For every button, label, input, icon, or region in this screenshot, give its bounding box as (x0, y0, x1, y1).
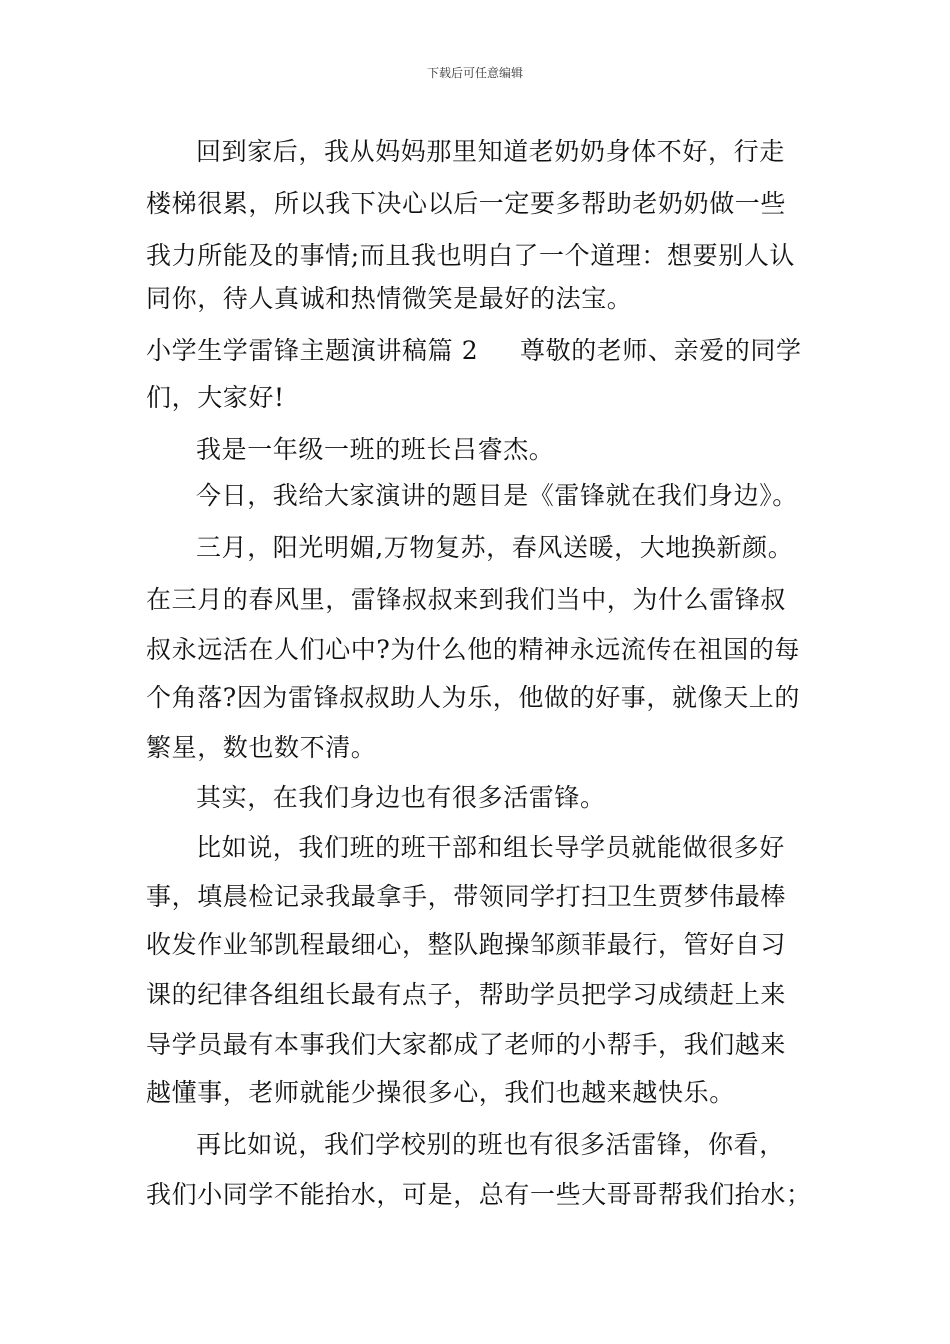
paragraph-line: 同你，待人真诚和热情微笑是最好的法宝。 (146, 284, 633, 313)
paragraph-line: 越懂事，老师就能少操很多心，我们也越来越快乐。 (146, 1078, 735, 1107)
paragraph-line: 楼梯很累，所以我下决心以后一定要多帮助老奶奶做一些 (146, 189, 787, 218)
section-heading: 小学生学雷锋主题演讲稿篇 2 (146, 336, 479, 365)
paragraph-line: 课的纪律各组组长最有点子，帮助学员把学习成绩赶上来 (146, 980, 787, 1009)
paragraph-line: 收发作业邹凯程最细心，整队跑操邹颜菲最行，管好自习 (146, 930, 787, 959)
paragraph-line: 导学员最有本事我们大家都成了老师的小帮手，我们越来 (146, 1030, 787, 1059)
paragraph-line: 今日，我给大家演讲的题目是《雷锋就在我们身边》。 (196, 481, 798, 510)
paragraph-line: 回到家后，我从妈妈那里知道老奶奶身体不好，行走 (196, 137, 785, 166)
paragraph-line: 三月，阳光明媚,万物复苏，春风送暖，大地换新颜。 (196, 533, 794, 562)
paragraph-line: 事，填晨检记录我最拿手，带领同学打扫卫生贾梦伟最棒 (146, 882, 787, 911)
paragraph-line: 我们小同学不能抬水，可是，总有一些大哥哥帮我们抬水； (146, 1180, 812, 1209)
greeting-line: 尊敬的老师、亲爱的同学 (520, 336, 802, 365)
page-header: 下载后可任意编辑 (426, 66, 523, 80)
paragraph-line: 其实，在我们身边也有很多活雷锋。 (196, 783, 606, 812)
paragraph-line: 叔永远活在人们心中?为什么他的精神永远流传在祖国的每 (146, 635, 801, 664)
paragraph-line: 比如说，我们班的班干部和组长导学员就能做很多好 (196, 833, 785, 862)
paragraph-line: 我力所能及的事情;而且我也明白了一个道理：想要别人认 (146, 241, 796, 270)
paragraph-line: 繁星，数也数不清。 (146, 733, 377, 762)
paragraph-line: 我是一年级一班的班长吕睿杰。 (196, 435, 555, 464)
paragraph-line: 再比如说，我们学校别的班也有很多活雷锋，你看， (196, 1130, 785, 1159)
paragraph-line: 们，大家好! (146, 383, 285, 412)
paragraph-line: 个角落?因为雷锋叔叔助人为乐，他做的好事，就像天上的 (146, 683, 801, 712)
paragraph-line: 在三月的春风里，雷锋叔叔来到我们当中，为什么雷锋叔 (146, 585, 787, 614)
